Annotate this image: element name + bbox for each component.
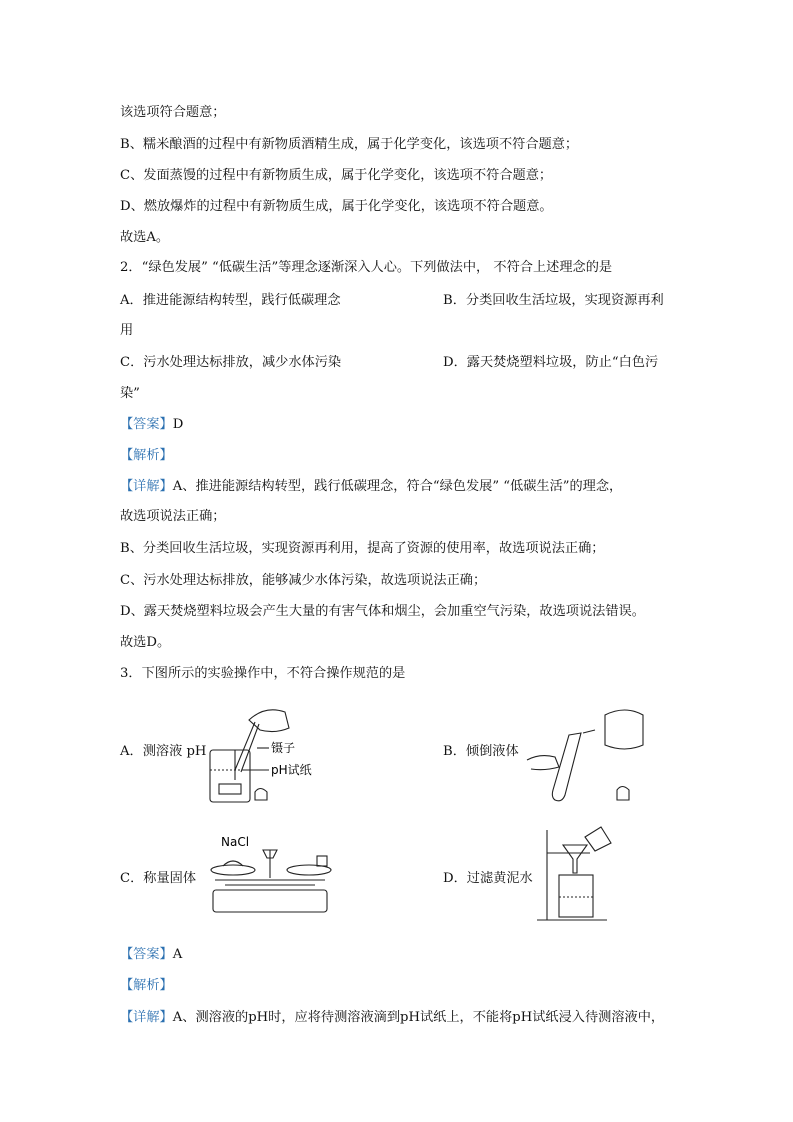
question-2-option-d: D．露天焚烧塑料垃圾，防止“白色污 — [443, 355, 659, 370]
filtration-figure — [535, 825, 620, 925]
question-3-option-a: A．测溶液 pH — [120, 744, 207, 759]
question-2-option-b-cont: 用 — [120, 323, 134, 338]
label-box — [219, 784, 241, 794]
question-2-option-c: C．污水处理达标排放，减少水体污染 — [120, 355, 342, 370]
ph-test-figure — [205, 700, 325, 805]
detail-line: 【详解】A、测溶液的pH时，应将待测溶液滴到pH试纸上，不能将pH试纸浸入待测溶液中， — [120, 1010, 665, 1025]
answer-value: D — [172, 417, 184, 432]
detail-line: B、分类回收生活垃圾，实现资源再利用，提高了资源的使用率，故选项说法正确； — [120, 541, 605, 556]
answer-tag: 【答案】 — [120, 417, 173, 432]
text-line: 该选项符合题意； — [120, 105, 226, 120]
detail-line: D、露天焚烧塑料垃圾会产生大量的有害气体和烟尘，会加重空气污染，故选项说法错误。 — [120, 604, 645, 619]
test-tube-shape — [552, 733, 581, 801]
weight-block — [317, 856, 327, 866]
question-2-stem: 2．“绿色发展” “低碳生活”等理念逐渐深入人心。下列做法中， 不符合上述理念的是 — [120, 260, 613, 275]
tweezers-label: 镊子 — [271, 741, 296, 755]
balance-base — [213, 890, 327, 912]
bottle-cap-shape — [255, 789, 267, 801]
question-2-option-a: A．推进能源结构转型，践行低碳理念 — [120, 293, 341, 308]
question-3-stem: 3．下图所示的实验操作中，不符合操作规范的是 — [120, 666, 406, 681]
nacl-label: NaCl — [221, 835, 250, 849]
detail-line: 【详解】A、推进能源结构转型，践行低碳理念，符合“绿色发展” “低碳生活”的理念， — [120, 479, 623, 494]
answer-line — [120, 946, 182, 964]
conclusion-line: 故选D。 — [120, 635, 171, 650]
ph-paper-label: pH试纸 — [271, 763, 312, 777]
answer-tag: 【答案】 — [120, 947, 173, 962]
stopper-shape — [617, 787, 629, 801]
analysis-tag: 【解析】 — [120, 448, 173, 463]
bottle-mouth — [583, 730, 595, 733]
answer-line — [120, 416, 183, 434]
left-hand-shape — [527, 756, 559, 770]
detail-tag: 【详解】 — [120, 1010, 173, 1025]
question-3-option-b: B．倾倒液体 — [443, 744, 519, 759]
pouring-beaker — [585, 827, 611, 851]
question-3-option-d: D．过滤黄泥水 — [443, 871, 533, 886]
detail-line: 故选项说法正确； — [120, 509, 226, 524]
balance-figure — [205, 830, 335, 920]
answer-value: A — [172, 947, 183, 962]
question-2-option-b: B．分类回收生活垃圾，实现资源再利 — [443, 293, 664, 308]
detail-line: C、污水处理达标排放，能够减少水体污染，故选项说法正确； — [120, 573, 487, 588]
question-3-option-c: C．称量固体 — [120, 871, 197, 886]
text-line: 故选A。 — [120, 230, 170, 245]
pouring-liquid-figure — [525, 705, 665, 810]
question-2-option-d-cont: 染” — [120, 386, 140, 401]
analysis-tag: 【解析】 — [120, 978, 173, 993]
text-line: B、糯米酿酒的过程中有新物质酒精生成，属于化学变化，该选项不符合题意； — [120, 137, 579, 152]
funnel-shape — [563, 845, 587, 873]
text-line: D、燃放爆炸的过程中有新物质生成，属于化学变化，该选项不符合题意。 — [120, 199, 553, 214]
bottle-hand-shape — [605, 710, 643, 749]
receiving-beaker — [559, 875, 593, 917]
left-pan — [211, 865, 255, 875]
detail-tag: 【详解】 — [120, 479, 173, 494]
text-line: C、发面蒸馒的过程中有新物质生成，属于化学变化，该选项不符合题意； — [120, 168, 553, 183]
hand-shape — [249, 710, 289, 732]
